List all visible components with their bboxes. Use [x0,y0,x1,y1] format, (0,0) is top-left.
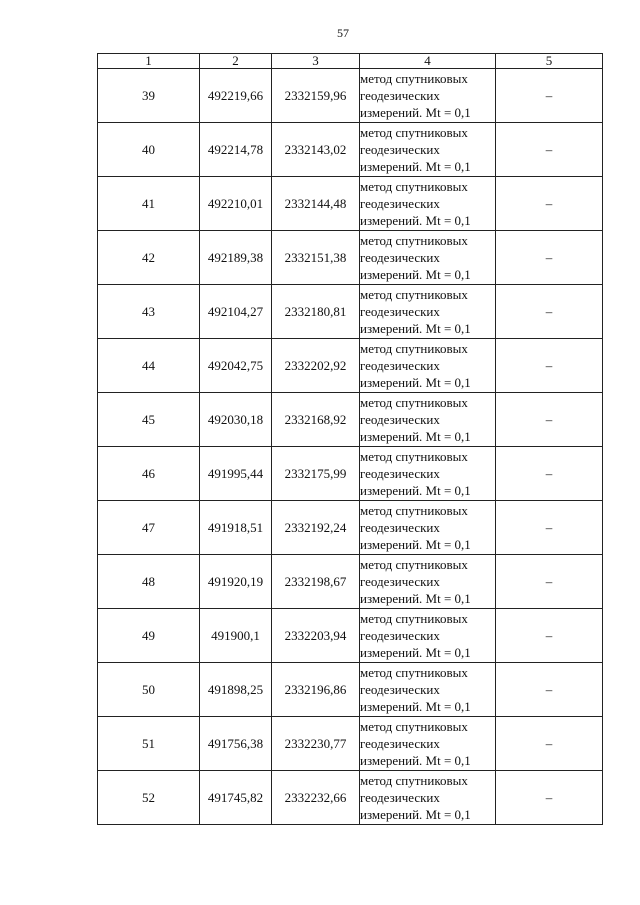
x-coordinate-cell: 492104,27 [200,285,272,339]
x-coordinate-cell: 492030,18 [200,393,272,447]
table-row [98,339,603,393]
y-coordinate-cell: 2332159,96 [272,69,360,123]
y-coordinate-cell: 2332203,94 [272,609,360,663]
point-number-cell: 52 [98,771,200,825]
table-header-row [98,54,603,69]
table-row [98,393,603,447]
note-cell: – [496,339,603,393]
method-line: измерений. Mt = 0,1 [360,537,471,552]
x-coordinate-cell: 492214,78 [200,123,272,177]
note-cell: – [496,123,603,177]
method-line: метод спутниковых [360,665,468,680]
method-line: измерений. Mt = 0,1 [360,321,471,336]
point-number-cell: 40 [98,123,200,177]
x-coordinate-cell: 491918,51 [200,501,272,555]
note-cell: – [496,447,603,501]
y-coordinate-cell: 2332198,67 [272,555,360,609]
note-cell: – [496,393,603,447]
method-cell [360,609,496,663]
method-line: метод спутниковых [360,557,468,572]
method-line: метод спутниковых [360,773,468,788]
method-cell [360,123,496,177]
table-row [98,231,603,285]
point-number-cell: 43 [98,285,200,339]
point-number-cell: 49 [98,609,200,663]
point-number-cell: 42 [98,231,200,285]
point-number-cell: 39 [98,69,200,123]
method-line: метод спутниковых [360,71,468,86]
method-line: измерений. Mt = 0,1 [360,483,471,498]
method-line: метод спутниковых [360,233,468,248]
method-line: метод спутниковых [360,395,468,410]
method-line: геодезических [360,250,440,265]
method-cell [360,285,496,339]
method-cell [360,555,496,609]
method-line: метод спутниковых [360,449,468,464]
x-coordinate-cell: 492189,38 [200,231,272,285]
y-coordinate-cell: 2332168,92 [272,393,360,447]
x-coordinate-cell: 491898,25 [200,663,272,717]
y-coordinate-cell: 2332175,99 [272,447,360,501]
method-line: измерений. Mt = 0,1 [360,699,471,714]
note-cell: – [496,177,603,231]
method-line: геодезических [360,520,440,535]
method-cell [360,69,496,123]
method-line: метод спутниковых [360,503,468,518]
table-body [98,69,603,825]
method-line: метод спутниковых [360,179,468,194]
method-line: метод спутниковых [360,287,468,302]
method-cell [360,501,496,555]
column-header-5: 5 [496,54,603,69]
y-coordinate-cell: 2332144,48 [272,177,360,231]
method-line: геодезических [360,142,440,157]
method-cell [360,663,496,717]
method-line: геодезических [360,466,440,481]
point-number-cell: 47 [98,501,200,555]
method-line: геодезических [360,790,440,805]
note-cell: – [496,609,603,663]
table-row [98,609,603,663]
x-coordinate-cell: 491900,1 [200,609,272,663]
method-line: измерений. Mt = 0,1 [360,645,471,660]
x-coordinate-cell: 492210,01 [200,177,272,231]
point-number-cell: 48 [98,555,200,609]
method-cell [360,717,496,771]
y-coordinate-cell: 2332143,02 [272,123,360,177]
y-coordinate-cell: 2332192,24 [272,501,360,555]
coordinates-table [97,53,603,825]
method-line: измерений. Mt = 0,1 [360,591,471,606]
method-line: измерений. Mt = 0,1 [360,105,471,120]
note-cell: – [496,231,603,285]
note-cell: – [496,555,603,609]
y-coordinate-cell: 2332202,92 [272,339,360,393]
x-coordinate-cell: 491995,44 [200,447,272,501]
column-header-4: 4 [360,54,496,69]
note-cell: – [496,663,603,717]
method-line: измерений. Mt = 0,1 [360,159,471,174]
method-line: измерений. Mt = 0,1 [360,375,471,390]
table-row [98,771,603,825]
y-coordinate-cell: 2332232,66 [272,771,360,825]
y-coordinate-cell: 2332230,77 [272,717,360,771]
y-coordinate-cell: 2332196,86 [272,663,360,717]
method-line: геодезических [360,574,440,589]
point-number-cell: 44 [98,339,200,393]
method-line: геодезических [360,682,440,697]
method-cell [360,339,496,393]
note-cell: – [496,69,603,123]
table-row [98,501,603,555]
x-coordinate-cell: 492219,66 [200,69,272,123]
method-cell [360,447,496,501]
note-cell: – [496,501,603,555]
point-number-cell: 41 [98,177,200,231]
note-cell: – [496,285,603,339]
table-row [98,123,603,177]
point-number-cell: 45 [98,393,200,447]
method-line: измерений. Mt = 0,1 [360,213,471,228]
point-number-cell: 46 [98,447,200,501]
column-header-2: 2 [200,54,272,69]
note-cell: – [496,717,603,771]
table-row [98,177,603,231]
y-coordinate-cell: 2332180,81 [272,285,360,339]
x-coordinate-cell: 491745,82 [200,771,272,825]
table-row [98,555,603,609]
note-cell: – [496,771,603,825]
x-coordinate-cell: 492042,75 [200,339,272,393]
table-row [98,69,603,123]
method-line: геодезических [360,196,440,211]
method-cell [360,231,496,285]
column-header-1: 1 [98,54,200,69]
x-coordinate-cell: 491920,19 [200,555,272,609]
table-row [98,285,603,339]
method-line: геодезических [360,358,440,373]
method-line: метод спутниковых [360,341,468,356]
x-coordinate-cell: 491756,38 [200,717,272,771]
page-number: 57 [337,26,349,40]
method-line: геодезических [360,736,440,751]
column-header-3: 3 [272,54,360,69]
method-line: метод спутниковых [360,719,468,734]
method-cell [360,393,496,447]
method-line: геодезических [360,304,440,319]
method-cell [360,771,496,825]
method-line: геодезических [360,628,440,643]
method-line: геодезических [360,412,440,427]
point-number-cell: 50 [98,663,200,717]
y-coordinate-cell: 2332151,38 [272,231,360,285]
method-line: измерений. Mt = 0,1 [360,753,471,768]
method-line: измерений. Mt = 0,1 [360,807,471,822]
table-row [98,663,603,717]
method-line: метод спутниковых [360,611,468,626]
table-row [98,717,603,771]
method-line: метод спутниковых [360,125,468,140]
method-cell [360,177,496,231]
table-row [98,447,603,501]
method-line: измерений. Mt = 0,1 [360,429,471,444]
point-number-cell: 51 [98,717,200,771]
method-line: измерений. Mt = 0,1 [360,267,471,282]
method-line: геодезических [360,88,440,103]
